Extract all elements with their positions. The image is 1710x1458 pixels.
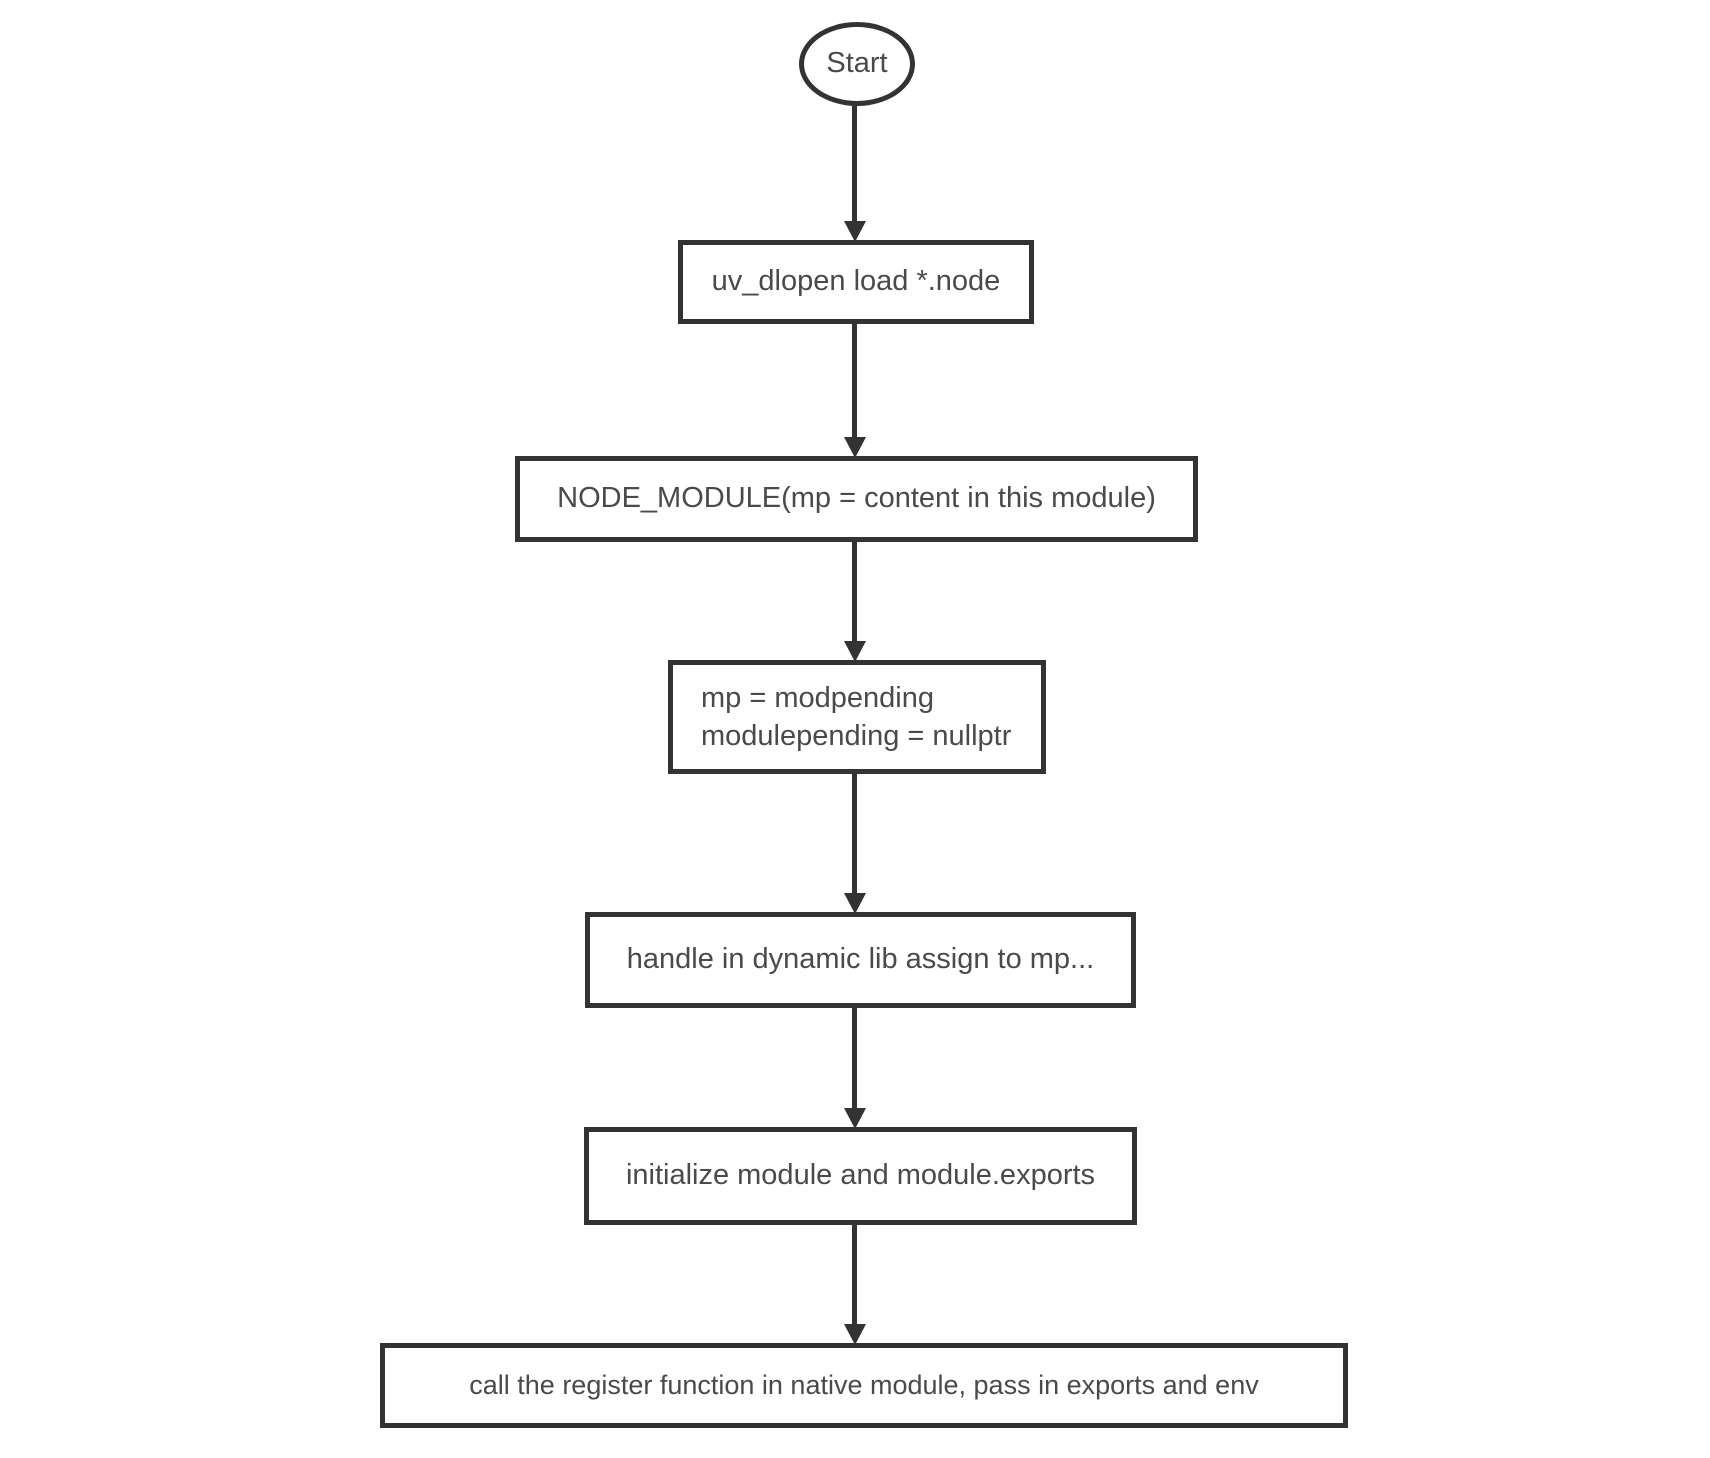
arrow-head-down-icon — [844, 1324, 866, 1345]
flowchart-node-node-module — [515, 456, 1198, 542]
node-modpending-line-2: modulepending = nullptr — [701, 720, 1012, 752]
node-modpending-line-1: mp = modpending — [701, 682, 934, 714]
node-modpending-label — [701, 679, 1011, 755]
arrow-head-down-icon — [844, 221, 866, 242]
flow-arrow-start-to-step1 — [843, 106, 867, 242]
node-handle-dynamic-lib-label: handle in dynamic lib assign to mp... — [626, 943, 1095, 976]
arrow-head-down-icon — [844, 1108, 866, 1129]
arrow-shaft — [852, 323, 857, 439]
arrow-head-down-icon — [844, 893, 866, 914]
flowchart-node-start — [799, 22, 915, 106]
flow-arrow-step3-to-step4 — [843, 773, 867, 914]
flow-arrow-step5-to-step6 — [843, 1224, 867, 1345]
arrow-shaft — [852, 1007, 857, 1110]
flowchart-node-uv-dlopen — [678, 240, 1034, 324]
arrow-shaft — [852, 1224, 857, 1326]
node-uv-dlopen-label: uv_dlopen load *.node — [711, 265, 1001, 298]
flow-arrow-step2-to-step3 — [843, 541, 867, 662]
arrow-head-down-icon — [844, 437, 866, 458]
node-start-label: Start — [826, 47, 888, 80]
flowchart-node-initialize-module — [584, 1127, 1137, 1225]
flow-arrow-step4-to-step5 — [843, 1007, 867, 1129]
arrow-shaft — [852, 773, 857, 895]
flowchart-node-handle-dynamic-lib — [585, 912, 1136, 1008]
node-node-module-label: NODE_MODULE(mp = content in this module) — [557, 482, 1156, 515]
node-initialize-module-label: initialize module and module.exports — [625, 1159, 1096, 1192]
arrow-shaft — [852, 541, 857, 643]
flow-arrow-step1-to-step2 — [843, 323, 867, 458]
flowchart-node-modpending — [668, 660, 1046, 774]
arrow-shaft — [852, 106, 857, 223]
arrow-head-down-icon — [844, 641, 866, 662]
flowchart-node-call-register-function — [380, 1343, 1348, 1428]
node-call-register-function-label: call the register function in native module, pass in exports and env — [469, 1369, 1259, 1400]
